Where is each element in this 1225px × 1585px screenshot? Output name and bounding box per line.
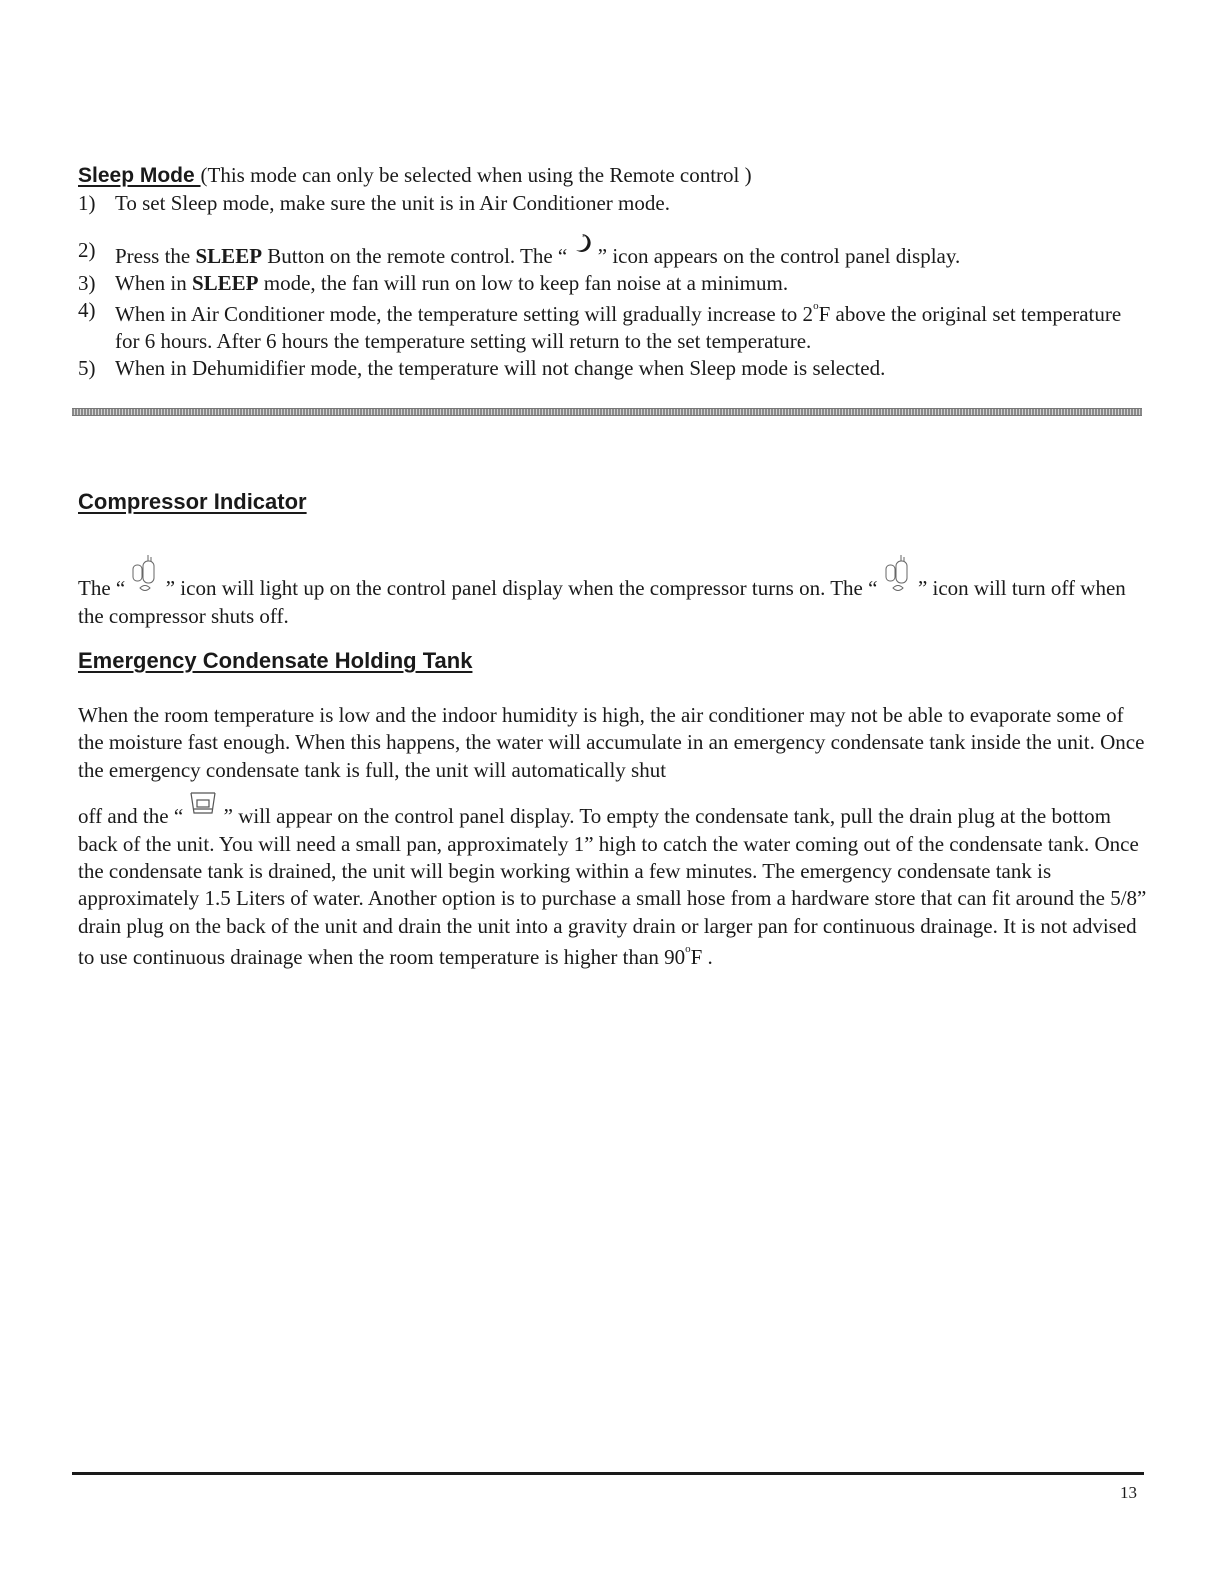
step-number: 2) bbox=[78, 238, 96, 262]
list-item bbox=[78, 270, 1148, 297]
tank-paragraph-1: When the room temperature is low and the indoor humidity is high, the air conditioner may not be able to evaporate some of the moisture fast enough. When this happens, the water will accumulate in an emergency condensate tank inside the unit. Once the emergency condensate tank is full, the unit will automatically shut bbox=[78, 703, 1145, 782]
full-tank-icon bbox=[188, 797, 218, 830]
step-number: 1) bbox=[78, 191, 96, 215]
tank-paragraph-2 bbox=[78, 797, 1148, 971]
page-number: 13 bbox=[1120, 1483, 1137, 1502]
list-item bbox=[78, 297, 1148, 355]
degree-symbol: o bbox=[813, 300, 819, 312]
step-text: Button on the remote control. The “ bbox=[262, 244, 573, 268]
sleep-keyword: SLEEP bbox=[195, 244, 263, 268]
step-number: 4) bbox=[78, 298, 96, 322]
compressor-icon bbox=[883, 557, 913, 602]
compressor-text-part: ” icon will light up on the control panel display when the compressor turns on. The “ bbox=[160, 576, 883, 600]
compressor-text-part: ” icon will turn off when the compressor shuts off. bbox=[78, 576, 1126, 628]
step-text: ” icon appears on the control panel display. bbox=[592, 244, 961, 268]
sleep-keyword: SLEEP bbox=[191, 271, 259, 295]
condensate-tank-section bbox=[78, 648, 1148, 972]
degree-symbol: o bbox=[685, 943, 691, 956]
compressor-icon bbox=[130, 557, 160, 602]
sleep-moon-icon bbox=[573, 233, 593, 270]
compressor-heading: Compressor Indicator bbox=[78, 489, 307, 514]
step-text: mode, the fan will run on low to keep fan noise at a minimum. bbox=[258, 271, 789, 295]
tank-text-part: off and the “ bbox=[78, 804, 189, 829]
step-text: To set Sleep mode, make sure the unit is in Air Conditioner mode. bbox=[115, 191, 670, 215]
footer-rule bbox=[72, 1472, 1144, 1475]
step-text: F above the original set temperature for 6 hours. After 6 hours the temperature setting will return to the set temperature. bbox=[115, 302, 1122, 353]
list-item bbox=[78, 355, 1148, 382]
list-item bbox=[78, 190, 1148, 217]
sleep-mode-title-line bbox=[78, 161, 1148, 190]
step-number: 3) bbox=[78, 271, 96, 295]
compressor-section bbox=[78, 489, 1148, 630]
tank-text-part: F . bbox=[690, 945, 713, 970]
compressor-text bbox=[78, 557, 1148, 630]
tank-text-part: ” will appear on the control panel display. To empty the condensate tank, pull the drain plug at the bottom back of the unit. You will need a small pan, approximately 1” high to catch the water coming out of the condensate tank. Once the condensate tank is drained, the unit will begin working within a few minutes. The emergency condensate tank is approximately 1.5 Liters of water. Another option is to purchase a small hose from a hardware store that can fit around the 5/8” drain plug on the back of the unit and drain the unit into a gravity drain or larger pan for continuous drainage. It is not advised to use continuous drainage when the room temperature is higher than 90 bbox=[78, 804, 1147, 970]
step-text: When in Dehumidifier mode, the temperature will not change when Sleep mode is selected. bbox=[115, 356, 886, 380]
svg-text:*: * bbox=[581, 233, 585, 241]
sleep-mode-steps bbox=[78, 190, 1148, 382]
sleep-mode-note: (This mode can only be selected when using the Remote control ) bbox=[200, 163, 752, 187]
compressor-text-part: The “ bbox=[78, 576, 131, 600]
list-item bbox=[78, 233, 1148, 270]
step-text: When in bbox=[115, 271, 192, 295]
step-text: When in Air Conditioner mode, the temperature setting will gradually increase to 2 bbox=[115, 302, 814, 326]
section-divider bbox=[72, 408, 1142, 416]
sleep-mode-heading: Sleep Mode bbox=[78, 164, 201, 187]
sleep-mode-section bbox=[78, 161, 1148, 382]
step-number: 5) bbox=[78, 356, 96, 380]
step-text: Press the bbox=[115, 244, 196, 268]
condensate-tank-text bbox=[78, 702, 1148, 972]
condensate-tank-heading: Emergency Condensate Holding Tank bbox=[78, 648, 473, 673]
